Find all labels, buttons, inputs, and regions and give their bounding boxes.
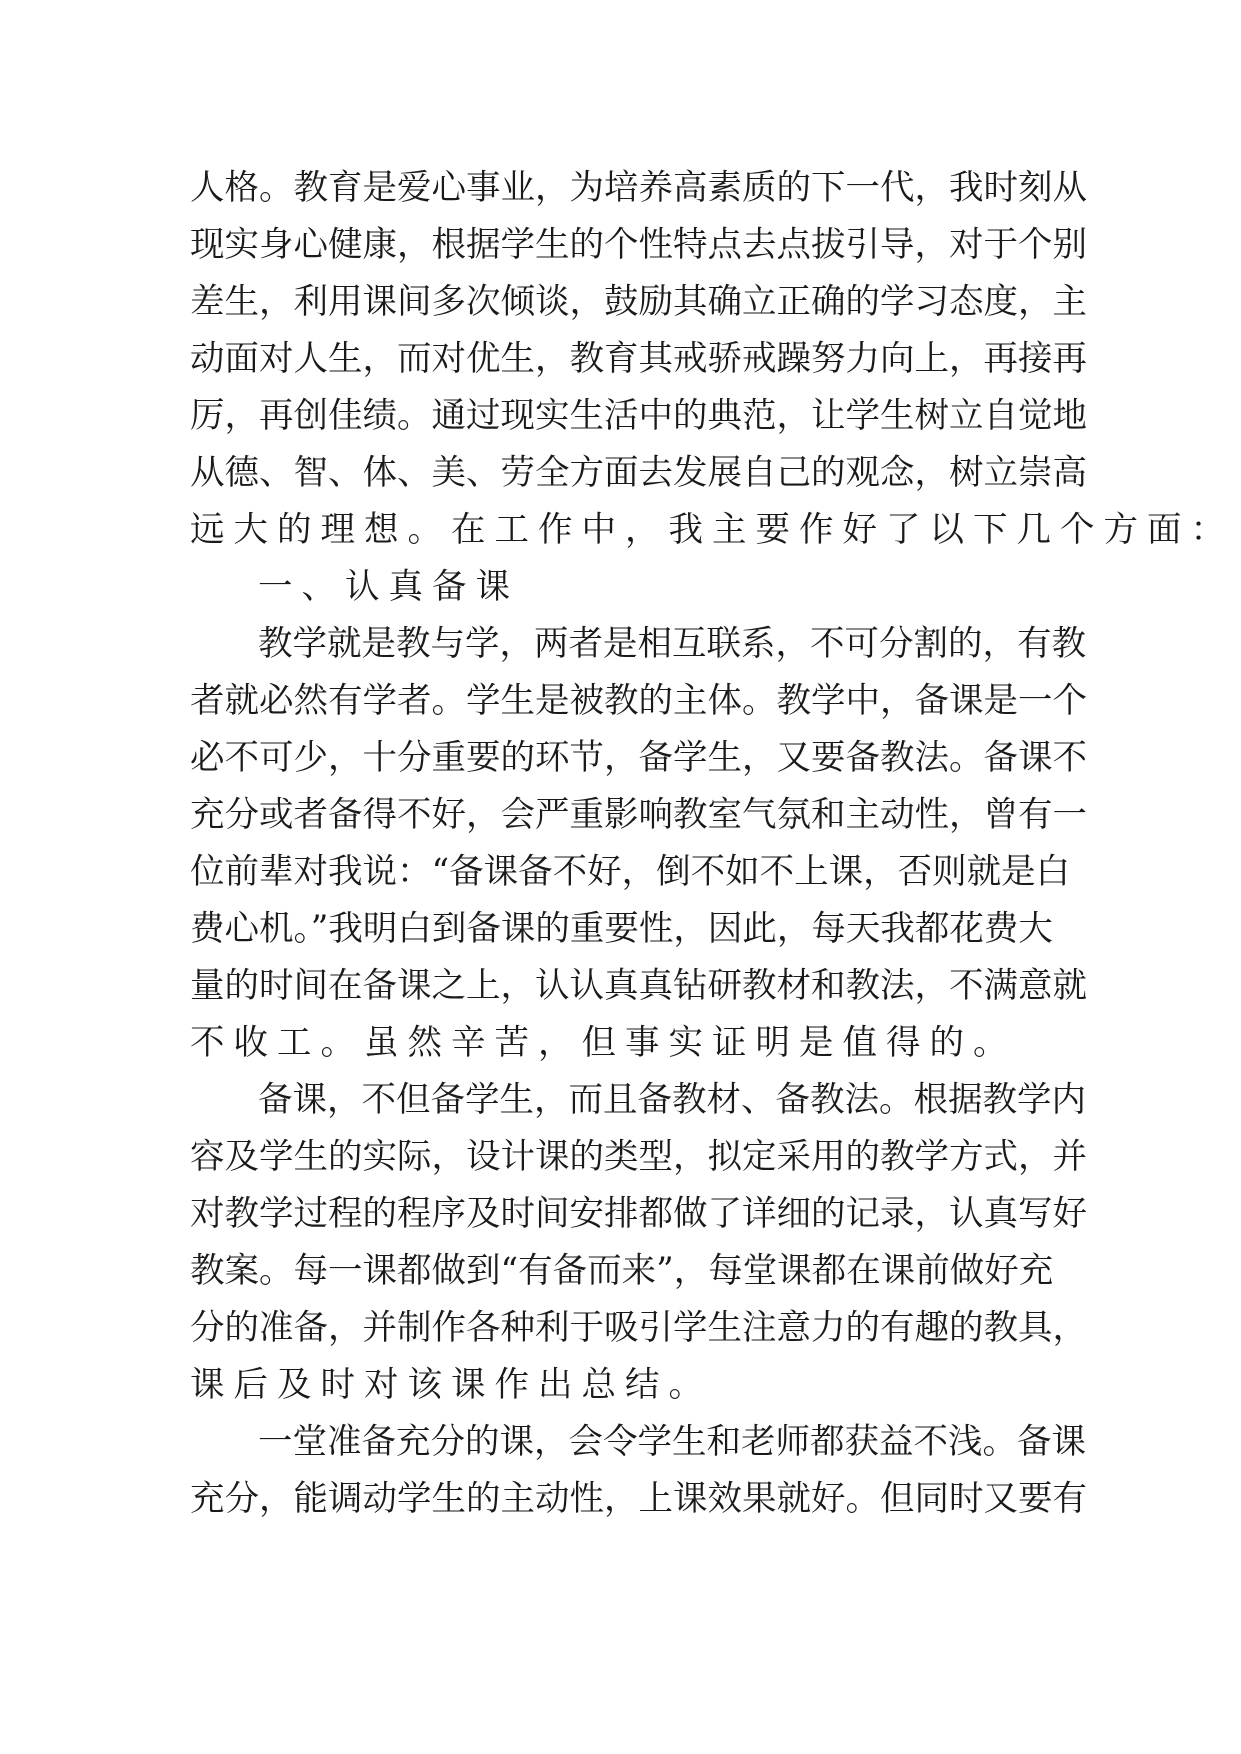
paragraph-line: 教案。每一课都做到“有备而来”，每堂课都在课前做好充 bbox=[190, 1251, 1054, 1291]
paragraph-line: 位前辈对我说：“备课备不好，倒不如不上课，否则就是白 bbox=[190, 852, 1071, 892]
paragraph-line: 教学就是教与学，两者是相互联系，不可分割的，有教 bbox=[258, 624, 1086, 664]
paragraph-line: 差生，利用课间多次倾谈，鼓励其确立正确的学习态度，主 bbox=[190, 282, 1087, 322]
paragraph-line: 远大的理想。在工作中，我主要作好了以下几个方面： bbox=[190, 510, 1234, 550]
paragraph-line: 人格。教育是爱心事业，为培养高素质的下一代，我时刻从 bbox=[190, 168, 1087, 208]
paragraph-line: 课后及时对该课作出总结。 bbox=[190, 1365, 712, 1405]
paragraph-line: 分的准备，并制作各种利于吸引学生注意力的有趣的教具， bbox=[190, 1308, 1087, 1348]
paragraph-line: 费心机。”我明白到备课的重要性，因此，每天我都花费大 bbox=[190, 909, 1053, 949]
paragraph-line: 不收工。虽然辛苦，但事实证明是值得的。 bbox=[190, 1023, 1017, 1063]
paragraph-line: 容及学生的实际，设计课的类型，拟定采用的教学方式，并 bbox=[190, 1137, 1087, 1177]
paragraph-line: 备课，不但备学生，而且备教材、备教法。根据教学内 bbox=[258, 1080, 1086, 1120]
paragraph-line: 必不可少，十分重要的环节，备学生，又要备教法。备课不 bbox=[190, 738, 1087, 778]
paragraph-line: 厉，再创佳绩。通过现实生活中的典范，让学生树立自觉地 bbox=[190, 396, 1087, 436]
paragraph-line: 对教学过程的程序及时间安排都做了详细的记录，认真写好 bbox=[190, 1194, 1087, 1234]
paragraph-line: 现实身心健康，根据学生的个性特点去点拔引导，对于个别 bbox=[190, 225, 1087, 265]
section-heading: 一、认真备课 bbox=[258, 567, 519, 607]
paragraph-line: 充分或者备得不好，会严重影响教室气氛和主动性，曾有一 bbox=[190, 795, 1087, 835]
paragraph-line: 从德、智、体、美、劳全方面去发展自己的观念，树立崇高 bbox=[190, 453, 1087, 493]
paragraph-line: 者就必然有学者。学生是被教的主体。教学中，备课是一个 bbox=[190, 681, 1087, 721]
paragraph-line: 充分，能调动学生的主动性，上课效果就好。但同时又要有 bbox=[190, 1479, 1087, 1519]
paragraph-line: 量的时间在备课之上，认认真真钻研教材和教法，不满意就 bbox=[190, 966, 1087, 1006]
paragraph-line: 动面对人生，而对优生，教育其戒骄戒躁努力向上，再接再 bbox=[190, 339, 1087, 379]
paragraph-line: 一堂准备充分的课，会令学生和老师都获益不浅。备课 bbox=[258, 1422, 1086, 1462]
